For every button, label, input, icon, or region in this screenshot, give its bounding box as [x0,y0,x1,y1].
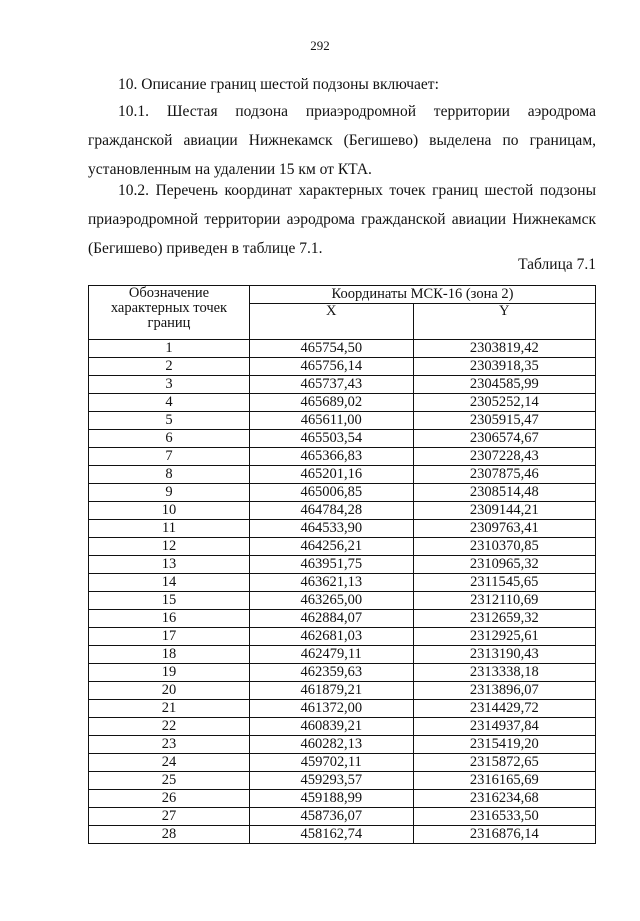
point-number: 6 [89,430,250,448]
table-body [89,340,596,844]
point-number: 23 [89,736,250,754]
x-coordinate: 465689,02 [250,394,414,412]
x-coordinate: 460282,13 [250,736,414,754]
table-row [89,700,596,718]
y-coordinate: 2307875,46 [413,466,595,484]
y-coordinate: 2316234,68 [413,790,595,808]
table-row [89,466,596,484]
table-row [89,520,596,538]
y-coordinate: 2310965,32 [413,556,595,574]
point-number: 22 [89,718,250,736]
x-coordinate: 465756,14 [250,358,414,376]
point-number: 12 [89,538,250,556]
x-coordinate: 465611,00 [250,412,414,430]
y-coordinate: 2310370,85 [413,538,595,556]
y-coordinate: 2303819,42 [413,340,595,358]
point-number: 10 [89,502,250,520]
paragraph-10-2: 10.2. Перечень координат характерных точек границ шестой подзоны приаэродромной территории аэродрома гражданской авиации Нижнекамск (Бегишево) приведен в таблице 7.1. [88,182,596,257]
x-coordinate: 465006,85 [250,484,414,502]
table-row [89,736,596,754]
x-coordinate: 463951,75 [250,556,414,574]
y-coordinate: 2306574,67 [413,430,595,448]
table-row [89,646,596,664]
point-number: 14 [89,574,250,592]
point-number: 17 [89,628,250,646]
y-coordinate: 2316876,14 [413,826,595,844]
table-row [89,538,596,556]
x-coordinate: 465754,50 [250,340,414,358]
table-row [89,682,596,700]
table-row [89,340,596,358]
point-number: 13 [89,556,250,574]
y-coordinate: 2311545,65 [413,574,595,592]
point-number: 9 [89,484,250,502]
point-number: 3 [89,376,250,394]
table-row [89,754,596,772]
point-number: 11 [89,520,250,538]
point-number: 18 [89,646,250,664]
table-row [89,772,596,790]
x-coordinate: 463265,00 [250,592,414,610]
point-number: 28 [89,826,250,844]
y-coordinate: 2308514,48 [413,484,595,502]
y-coordinate: 2309763,41 [413,520,595,538]
y-coordinate: 2315872,65 [413,754,595,772]
table-row [89,574,596,592]
table-row [89,826,596,844]
paragraph-10-1: 10.1. Шестая подзона приаэродромной территории аэродрома гражданской авиации Нижнекамск (Бегишево) выделена по границам, установленным на удалении 15 км от КТА. [88,103,596,178]
x-coordinate: 461372,00 [250,700,414,718]
point-number: 1 [89,340,250,358]
point-number: 5 [89,412,250,430]
paragraph-10-heading: 10. Описание границ шестой подзоны включает: [118,76,439,93]
x-coordinate: 465201,16 [250,466,414,484]
page-number: 292 [310,38,330,53]
table-row [89,718,596,736]
x-coordinate: 463621,13 [250,574,414,592]
table-row [89,376,596,394]
point-number: 19 [89,664,250,682]
x-coordinate: 465737,43 [250,376,414,394]
y-coordinate: 2307228,43 [413,448,595,466]
table-row [89,448,596,466]
table-row [89,592,596,610]
y-coordinate: 2312925,61 [413,628,595,646]
y-coordinate: 2313338,18 [413,664,595,682]
point-number: 20 [89,682,250,700]
coordinates-table [88,285,596,844]
point-number: 15 [89,592,250,610]
point-number: 21 [89,700,250,718]
y-coordinate: 2304585,99 [413,376,595,394]
x-coordinate: 464256,21 [250,538,414,556]
x-coordinate: 460839,21 [250,718,414,736]
y-coordinate: 2312110,69 [413,592,595,610]
point-number: 8 [89,466,250,484]
table-row [89,484,596,502]
y-coordinate: 2316533,50 [413,808,595,826]
table-row [89,610,596,628]
point-number: 27 [89,808,250,826]
point-number: 7 [89,448,250,466]
point-number: 24 [89,754,250,772]
point-number: 4 [89,394,250,412]
y-coordinate: 2305252,14 [413,394,595,412]
table-row [89,394,596,412]
y-coordinate: 2312659,32 [413,610,595,628]
point-number: 16 [89,610,250,628]
y-coordinate: 2309144,21 [413,502,595,520]
x-coordinate: 465366,83 [250,448,414,466]
point-number: 2 [89,358,250,376]
point-number: 25 [89,772,250,790]
x-coordinate: 461879,21 [250,682,414,700]
table-row [89,664,596,682]
table-row [89,412,596,430]
table-row [89,628,596,646]
x-coordinate: 458162,74 [250,826,414,844]
x-coordinate: 465503,54 [250,430,414,448]
header-y: Y [413,304,595,340]
x-coordinate: 464533,90 [250,520,414,538]
y-coordinate: 2313190,43 [413,646,595,664]
x-coordinate: 459702,11 [250,754,414,772]
table-row [89,556,596,574]
table-row [89,502,596,520]
x-coordinate: 462681,03 [250,628,414,646]
x-coordinate: 464784,28 [250,502,414,520]
y-coordinate: 2314937,84 [413,718,595,736]
header-designation: Обозначение характерных точек границ [89,286,250,340]
point-number: 26 [89,790,250,808]
x-coordinate: 458736,07 [250,808,414,826]
table-row [89,358,596,376]
y-coordinate: 2313896,07 [413,682,595,700]
table-row [89,430,596,448]
header-coordinates: Координаты МСК-16 (зона 2) [250,286,596,304]
header-x: X [250,304,414,340]
y-coordinate: 2303918,35 [413,358,595,376]
table-caption: Таблица 7.1 [518,256,596,273]
y-coordinate: 2305915,47 [413,412,595,430]
x-coordinate: 459293,57 [250,772,414,790]
x-coordinate: 459188,99 [250,790,414,808]
x-coordinate: 462479,11 [250,646,414,664]
x-coordinate: 462884,07 [250,610,414,628]
table-row [89,808,596,826]
y-coordinate: 2315419,20 [413,736,595,754]
table-row [89,790,596,808]
y-coordinate: 2316165,69 [413,772,595,790]
x-coordinate: 462359,63 [250,664,414,682]
y-coordinate: 2314429,72 [413,700,595,718]
